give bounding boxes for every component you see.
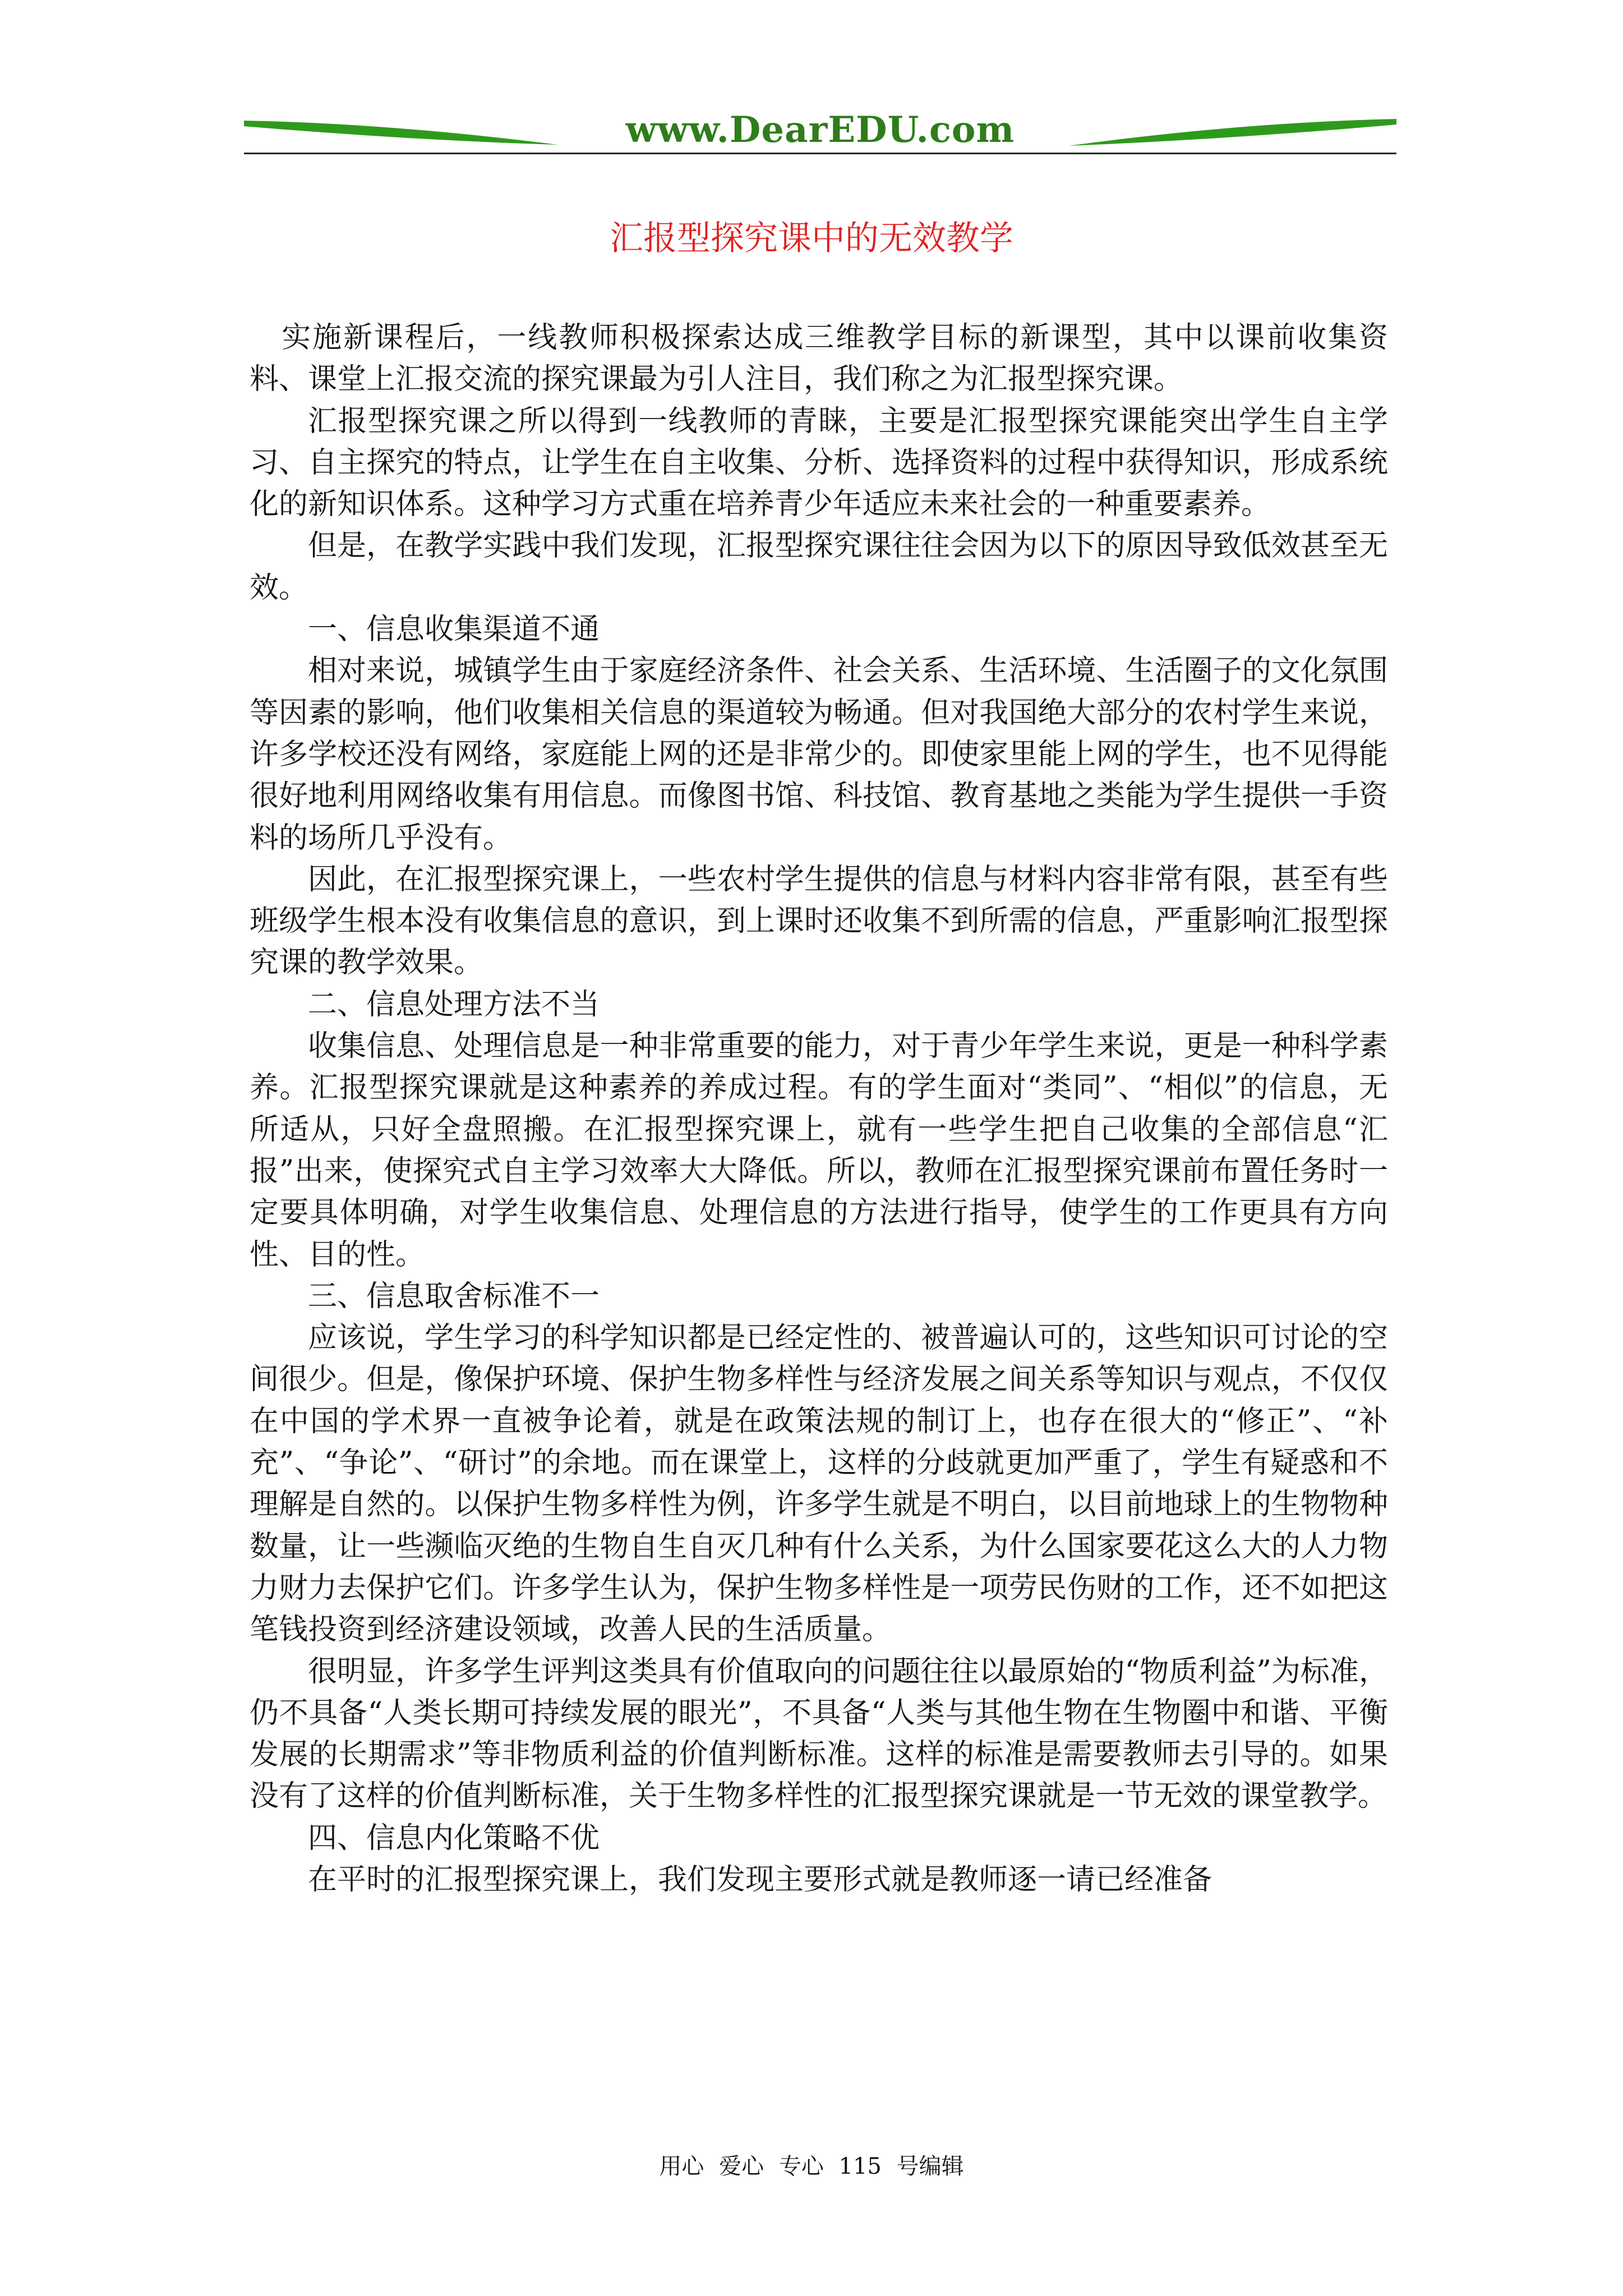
site-header-banner [244, 107, 1396, 163]
section-heading: 四、信息内化策略不优 [308, 1821, 600, 1855]
paragraph: 在平时的汇报型探究课上，我们发现主要形式就是教师逐一请已经准备 [308, 1862, 1212, 1897]
page-footer: 用心 爱心 专心 115 号编辑 [659, 2154, 964, 2179]
section-heading: 一、信息收集渠道不通 [308, 613, 600, 647]
document-title: 汇报型探究课中的无效教学 [610, 219, 1013, 258]
paragraph: 但是，在教学实践中我们发现，汇报型探究课往往会因为以下的原因导致低效甚至无效。 [250, 529, 1388, 605]
paragraph: 因此，在汇报型探究课上，一些农村学生提供的信息与材料内容非常有限，甚至有些班级学生根本没有收集信息的意识，到上课时还收集不到所需的信息，严重影响汇报型探究课的教学效果。 [250, 862, 1388, 980]
paragraph: 收集信息、处理信息是一种非常重要的能力，对于青少年学生来说，更是一种科学素养。汇报型探究课就是这种素养的养成过程。有的学生面对“类同”、“相似”的信息，无所适从，只好全盘照搬。在汇报型探究课上，就有一些学生把自己收集的全部信息“汇报”出来，使探究式自主学习效率大大降低。所以，教师在汇报型探究课前布置任务时一定要具体明确，对学生收集信息、处理信息的方法进行指导，使学生的工作更具有方向性、目的性。 [250, 1029, 1388, 1272]
header-divider [244, 153, 1396, 154]
section-heading: 三、信息取舍标准不一 [308, 1279, 600, 1313]
document-body [250, 317, 1388, 1901]
paragraph: 汇报型探究课之所以得到一线教师的青睐，主要是汇报型探究课能突出学生自主学习、自主探究的特点，让学生在自主收集、分析、选择资料的过程中获得知识，形成系统化的新知识体系。这种学习方式重在培养青少年适应未来社会的一种重要素养。 [250, 404, 1388, 522]
paragraph: 很明显，许多学生评判这类具有价值取向的问题往往以最原始的“物质利益”为标准，仍不具备“人类长期可持续发展的眼光”，不具备“人类与其他生物在生物圈中和谐、平衡发展的长期需求”等非物质利益的价值判断标准。这样的标准是需要教师去引导的。如果没有了这样的价值判断标准，关于生物多样性的汇报型探究课就是一节无效的课堂教学。 [250, 1654, 1388, 1814]
paragraph: 相对来说，城镇学生由于家庭经济条件、社会关系、生活环境、生活圈子的文化氛围等因素的影响，他们收集相关信息的渠道较为畅通。但对我国绝大部分的农村学生来说，许多学校还没有网络，家庭能上网的还是非常少的。即使家里能上网的学生，也不见得能很好地利用网络收集有用信息。而像图书馆、科技馆、教育基地之类能为学生提供一手资料的场所几乎没有。 [250, 654, 1388, 855]
section-heading: 二、信息处理方法不当 [308, 987, 600, 1022]
paragraph: 应该说，学生学习的科学知识都是已经定性的、被普遍认可的，这些知识可讨论的空间很少。但是，像保护环境、保护生物多样性与经济发展之间关系等知识与观点，不仅仅在中国的学术界一直被争论着，就是在政策法规的制订上，也存在很大的“修正”、“补充”、“争论”、“研讨”的余地。而在课堂上，这样的分歧就更加严重了，学生有疑惑和不理解是自然的。以保护生物多样性为例，许多学生就是不明白，以目前地球上的生物物种数量，让一些濒临灭绝的生物自生自灭几种有什么关系，为什么国家要花这么大的人力物力财力去保护它们。许多学生认为，保护生物多样性是一项劳民伤财的工作，还不如把这笔钱投资到经济建设领域，改善人民的生活质量。 [250, 1321, 1388, 1647]
paragraph: 实施新课程后，一线教师积极探索达成三维教学目标的新课型，其中以课前收集资料、课堂上汇报交流的探究课最为引人注目，我们称之为汇报型探究课。 [250, 321, 1388, 397]
site-logo-text[interactable]: www.DearEDU.com [625, 109, 1015, 151]
